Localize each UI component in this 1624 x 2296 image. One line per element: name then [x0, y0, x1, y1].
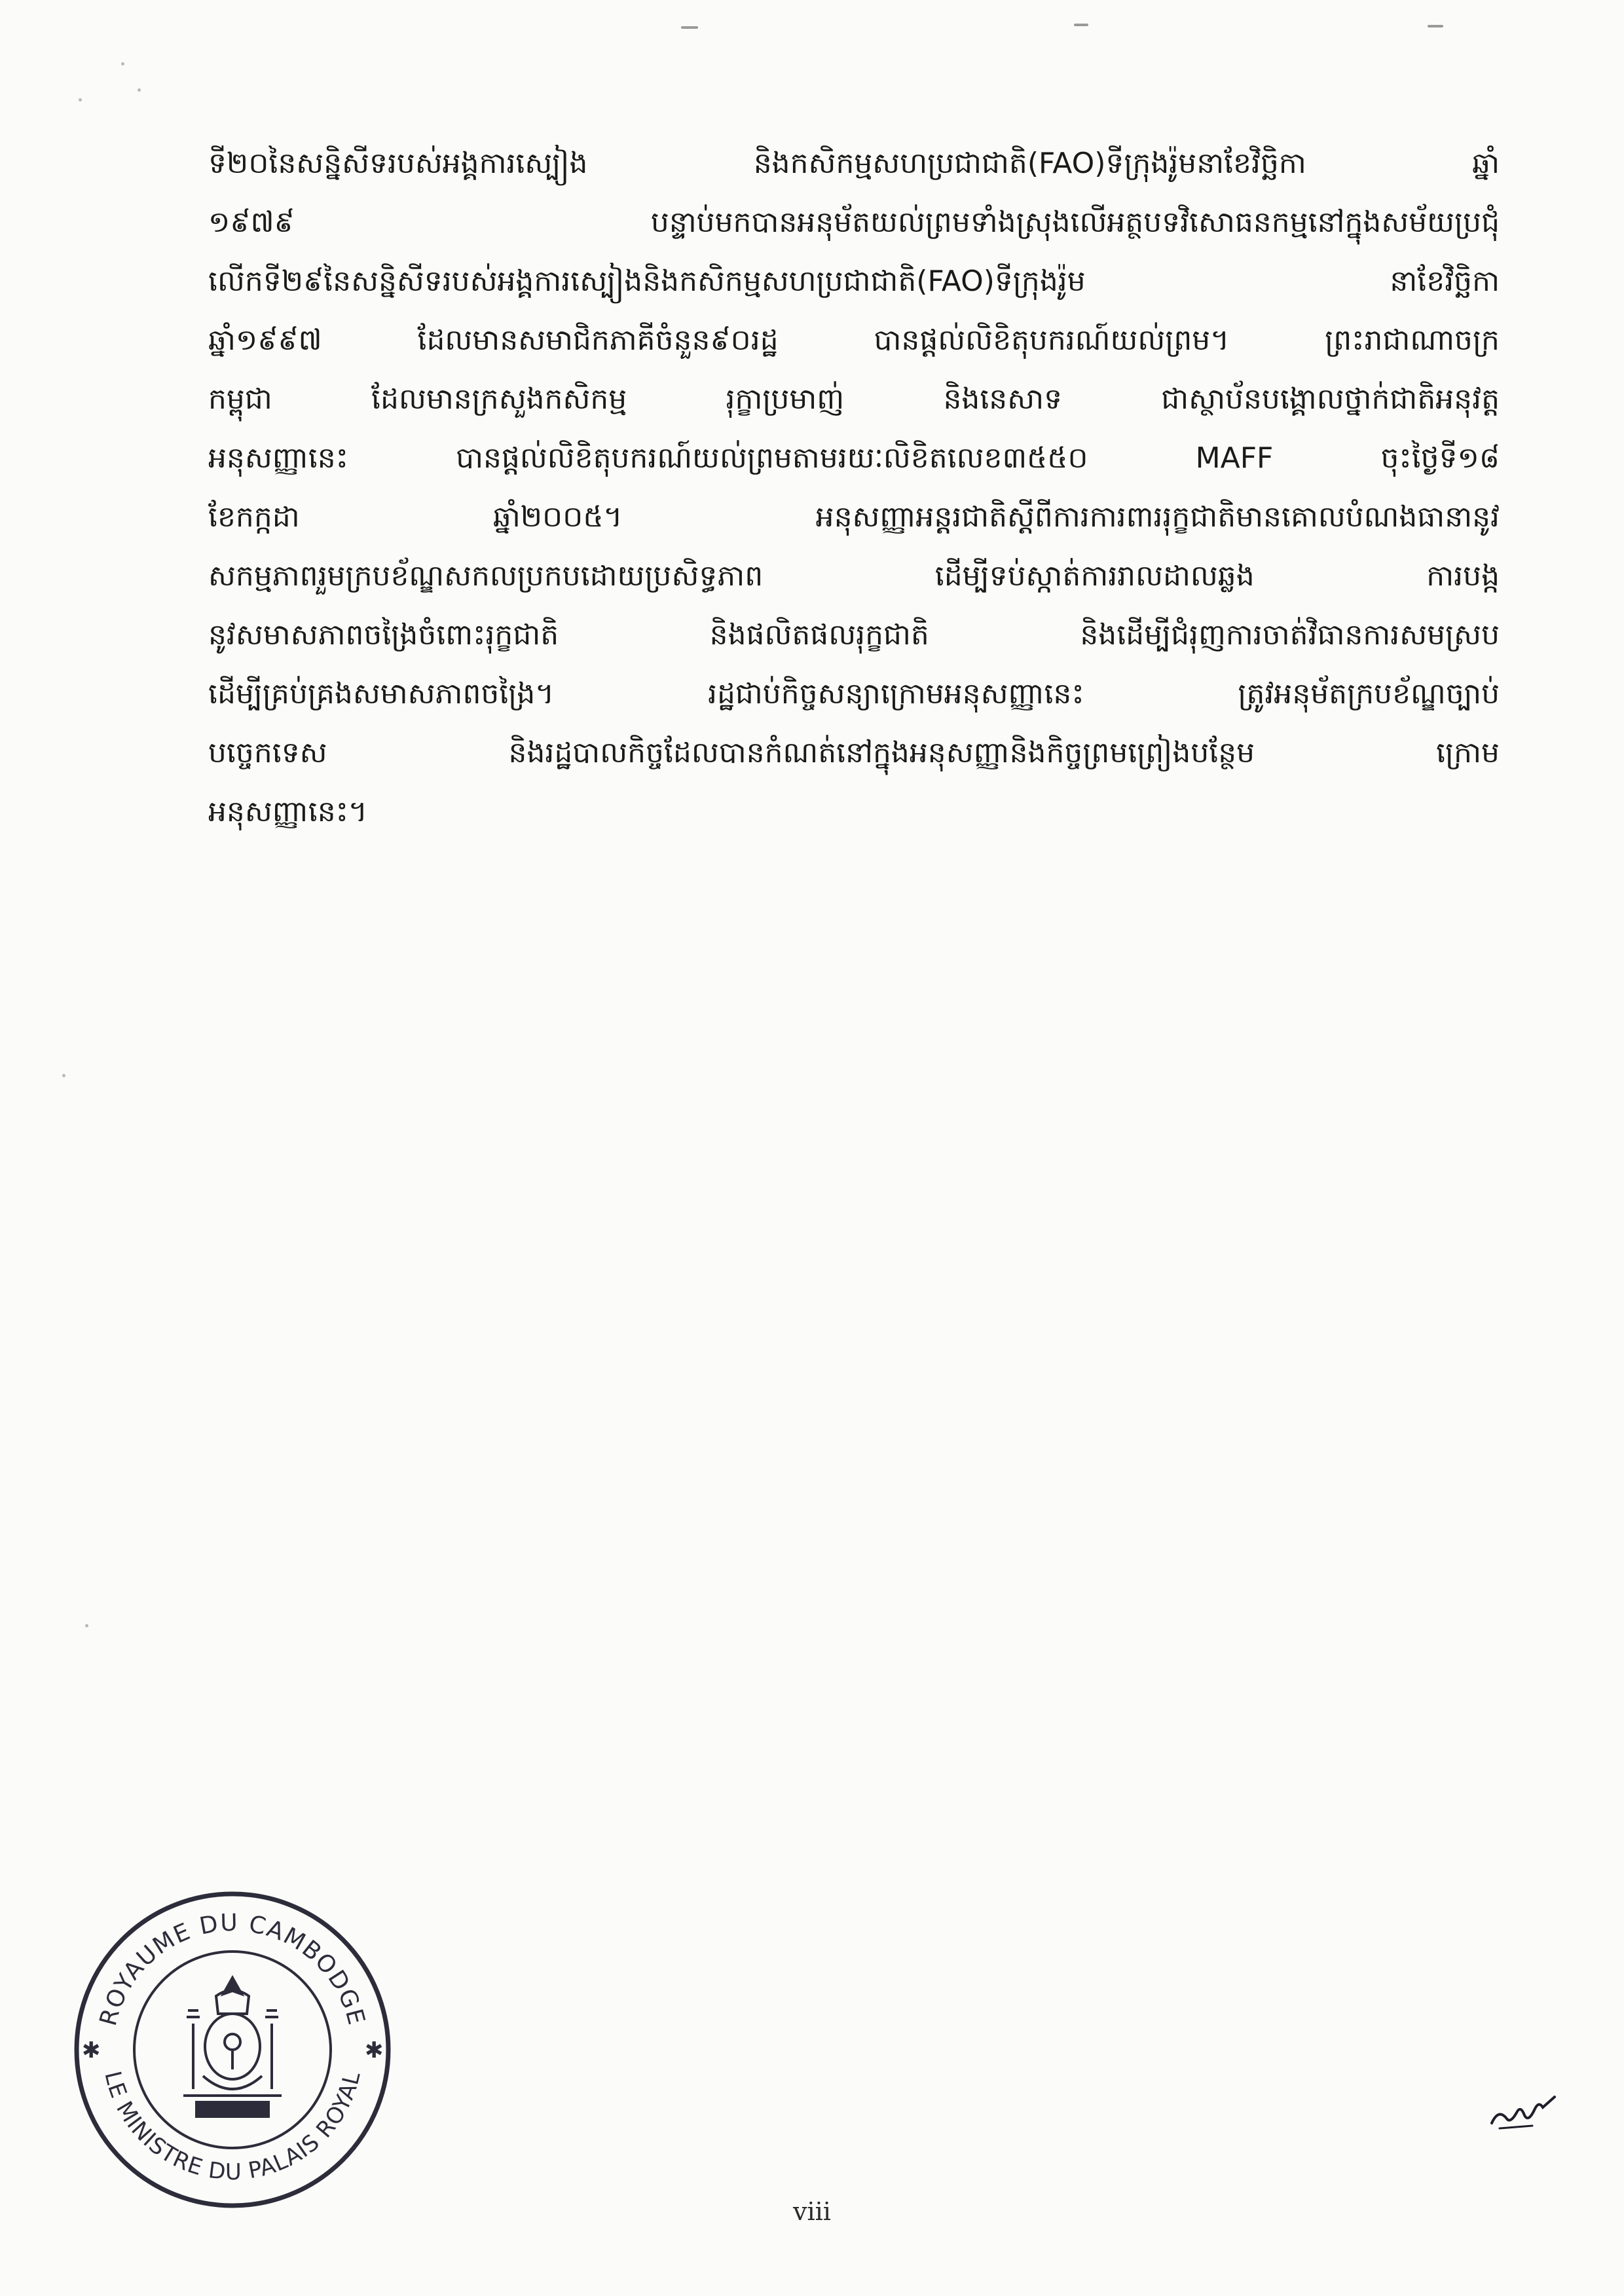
text-line: អនុសញ្ញានេះ។	[208, 795, 367, 828]
text-line: ដើម្បីគ្រប់គ្រងសមាសភាពចង្រៃ។ រដ្ឋជាប់កិច្ចសន្យាក្រោមអនុសញ្ញានេះ ត្រូវអនុម័តក្របខ័ណ្ឌច្បាប់	[208, 677, 1500, 711]
scan-mark	[1428, 25, 1443, 28]
royal-seal-stamp	[62, 1879, 403, 2220]
body-paragraph	[208, 134, 1500, 842]
text-line: បច្ចេកទេស និងរដ្ឋបាលកិច្ចដែលបានកំណត់នៅក្នុងអនុសញ្ញានិងកិច្ចព្រមព្រៀងបន្ថែម ក្រោម	[208, 736, 1500, 769]
text-line: កម្ពុជា ដែលមានក្រសួងកសិកម្ម រុក្ខាប្រមាញ់ និងនេសាទ ជាស្ថាប័នបង្គោលថ្នាក់ជាតិអនុវត្ត	[208, 382, 1500, 416]
text-line: នូវសមាសភាពចង្រៃចំពោះរុក្ខជាតិ និងផលិតផលរុក្ខជាតិ និងដើម្បីជំរុញការចាត់វិធានការសមស្រប	[208, 618, 1500, 652]
scan-speck	[85, 1624, 88, 1627]
text-line: ១៩៧៩ បន្ទាប់មកបានអនុម័តយល់ព្រមទាំងស្រុងលើអត្ថបទវិសោធនកម្មនៅក្នុងសម័យប្រជុំ	[208, 206, 1500, 239]
seal-star-right: ✱	[365, 2037, 384, 2064]
page-number: viii	[793, 2197, 831, 2226]
text-line: ទី២០នៃសន្និសីទរបស់អង្គការស្បៀង និងកសិកម្មសហប្រជាជាតិ(FAO)ទីក្រុងរ៉ូមនាខែវិច្ឆិកា ឆ្នាំ	[208, 147, 1500, 180]
scan-speck	[62, 1074, 65, 1077]
scan-speck	[138, 88, 141, 92]
text-line: អនុសញ្ញានេះ បានផ្តល់លិខិតុបករណ៍យល់ព្រមតាមរយៈលិខិតលេខ៣៥៥០ MAFF ចុះថ្ងៃទី១៨	[208, 441, 1500, 475]
scan-mark	[1074, 24, 1088, 26]
text-line: លើកទី២៩នៃសន្និសីទរបស់អង្គការស្បៀងនិងកសិកម្មសហប្រជាជាតិ(FAO)ទីក្រុងរ៉ូម នាខែវិច្ឆិកា	[208, 265, 1500, 298]
text-line: ខែកក្កដា ឆ្នាំ២០០៥។ អនុសញ្ញាអន្តរជាតិស្តីពីការការពាររុក្ខជាតិមានគោលបំណងធានានូវ	[208, 500, 1500, 534]
seal-bottom-text: LE MINISTRE DU PALAIS ROYAL	[99, 2068, 366, 2186]
royal-emblem-icon	[183, 1978, 282, 2117]
seal-top-text: ROYAUME DU CAMBODGE	[94, 1909, 371, 2029]
handwritten-signature	[1486, 2089, 1559, 2135]
scan-speck	[79, 98, 82, 102]
scan-speck	[121, 62, 124, 65]
seal-star-left: ✱	[82, 2037, 101, 2064]
text-line: ឆ្នាំ១៩៩៧ ដែលមានសមាជិកភាគីចំនួន៩០រដ្ឋ បានផ្តល់លិខិតុបករណ៍យល់ព្រម។ ព្រះរាជាណាចក្រ	[208, 324, 1500, 357]
scan-mark	[681, 26, 698, 29]
text-line: សកម្មភាពរួមក្របខ័ណ្ឌសកលប្រកបដោយប្រសិទ្ធភាព ដើម្បីទប់ស្កាត់ការរាលដាលឆ្លង ការបង្ក	[208, 559, 1500, 593]
